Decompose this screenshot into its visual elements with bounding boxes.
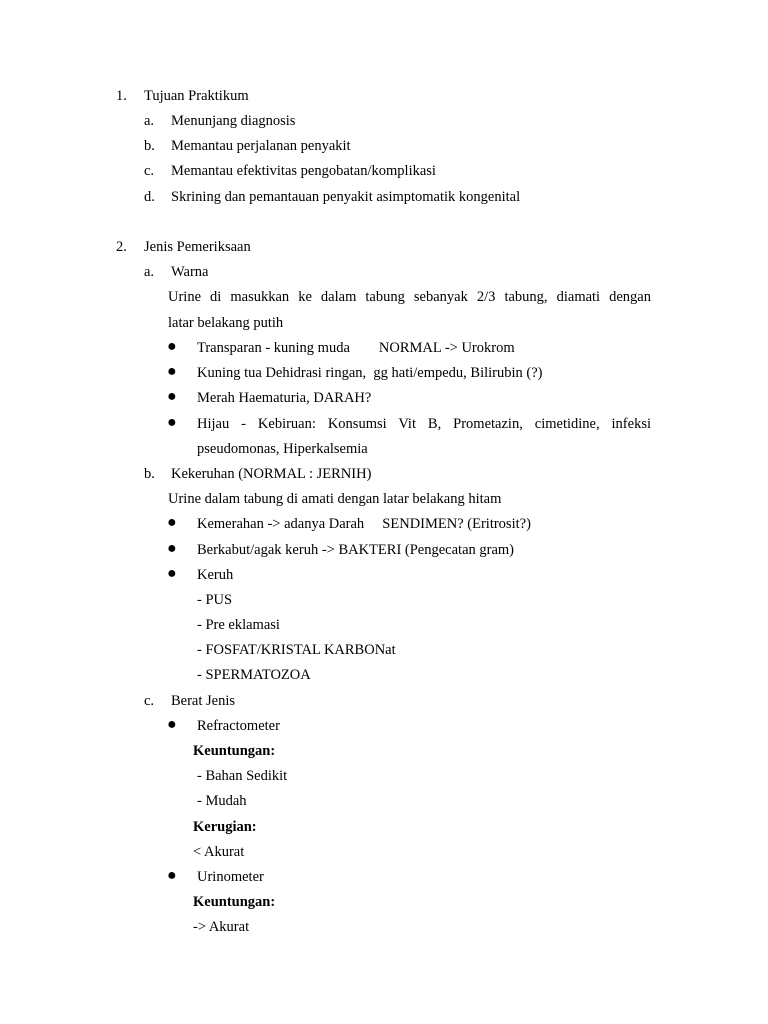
list-item-cont: pseudomonas, Hiperkalsemia <box>197 441 368 457</box>
berat-jenis-heading: Berat Jenis <box>171 693 236 709</box>
bullet-icon: ● <box>167 540 177 557</box>
kekeruhan-heading: Kekeruhan (NORMAL : JERNIH) <box>171 466 372 482</box>
warna-heading: Warna <box>171 264 209 280</box>
bullet-icon: ● <box>167 565 177 582</box>
keuntungan-label: Keuntungan: <box>193 743 276 759</box>
list-item: Transparan - kuning muda NORMAL -> Urokrom <box>197 340 515 356</box>
list-item: Memantau perjalanan penyakit <box>171 138 351 154</box>
bullet-icon: ● <box>167 338 177 355</box>
list-item: < Akurat <box>193 844 245 860</box>
list-letter: b. <box>144 138 155 154</box>
bullet-icon: ● <box>167 716 177 733</box>
list-item: Keruh <box>197 567 234 583</box>
bullet-icon: ● <box>167 414 177 431</box>
list-letter: a. <box>144 264 155 280</box>
refractometer-label: Refractometer <box>197 718 280 734</box>
list-item: Kuning tua Dehidrasi ringan, gg hati/empedu, Bilirubin (?) <box>197 365 543 381</box>
bullet-icon: ● <box>167 514 177 531</box>
urinometer-label: Urinometer <box>197 869 264 885</box>
keruh-subitem: - Pre eklamasi <box>197 617 280 633</box>
keuntungan-label: Keuntungan: <box>193 894 276 910</box>
bullet-icon: ● <box>167 363 177 380</box>
list-item: Merah Haematuria, DARAH? <box>197 390 372 406</box>
keruh-subitem: - SPERMATOZOA <box>197 667 311 683</box>
list-item: Skrining dan pemantauan penyakit asimptomatik kongenital <box>171 189 521 205</box>
section-2-number: 2. <box>116 239 127 255</box>
section-1-title: Tujuan Praktikum <box>144 88 249 104</box>
list-item: Memantau efektivitas pengobatan/komplikasi <box>171 163 436 179</box>
warna-description-cont: latar belakang putih <box>168 315 284 331</box>
list-item: -> Akurat <box>193 919 250 935</box>
bullet-icon: ● <box>167 867 177 884</box>
list-item: Hijau - Kebiruan: Konsumsi Vit B, Prometazin, cimetidine, infeksi <box>197 416 651 432</box>
list-letter: c. <box>144 163 155 179</box>
list-item: Kemerahan -> adanya Darah SENDIMEN? (Eritrosit?) <box>197 516 531 532</box>
list-item: Menunjang diagnosis <box>171 113 296 129</box>
kerugian-label: Kerugian: <box>193 819 257 835</box>
list-item: - Mudah <box>197 793 247 809</box>
section-2-title: Jenis Pemeriksaan <box>144 239 251 255</box>
list-letter: d. <box>144 189 155 205</box>
list-letter: b. <box>144 466 155 482</box>
keruh-subitem: - FOSFAT/KRISTAL KARBONat <box>197 642 396 658</box>
list-letter: c. <box>144 693 155 709</box>
list-letter: a. <box>144 113 155 129</box>
section-1-number: 1. <box>116 88 127 104</box>
list-item: - Bahan Sedikit <box>197 768 288 784</box>
list-item: Berkabut/agak keruh -> BAKTERI (Pengecatan gram) <box>197 542 514 558</box>
kekeruhan-description: Urine dalam tabung di amati dengan latar belakang hitam <box>168 491 502 507</box>
bullet-icon: ● <box>167 388 177 405</box>
keruh-subitem: - PUS <box>197 592 233 608</box>
warna-description: Urine di masukkan ke dalam tabung sebanyak 2/3 tabung, diamati dengan <box>168 289 651 305</box>
